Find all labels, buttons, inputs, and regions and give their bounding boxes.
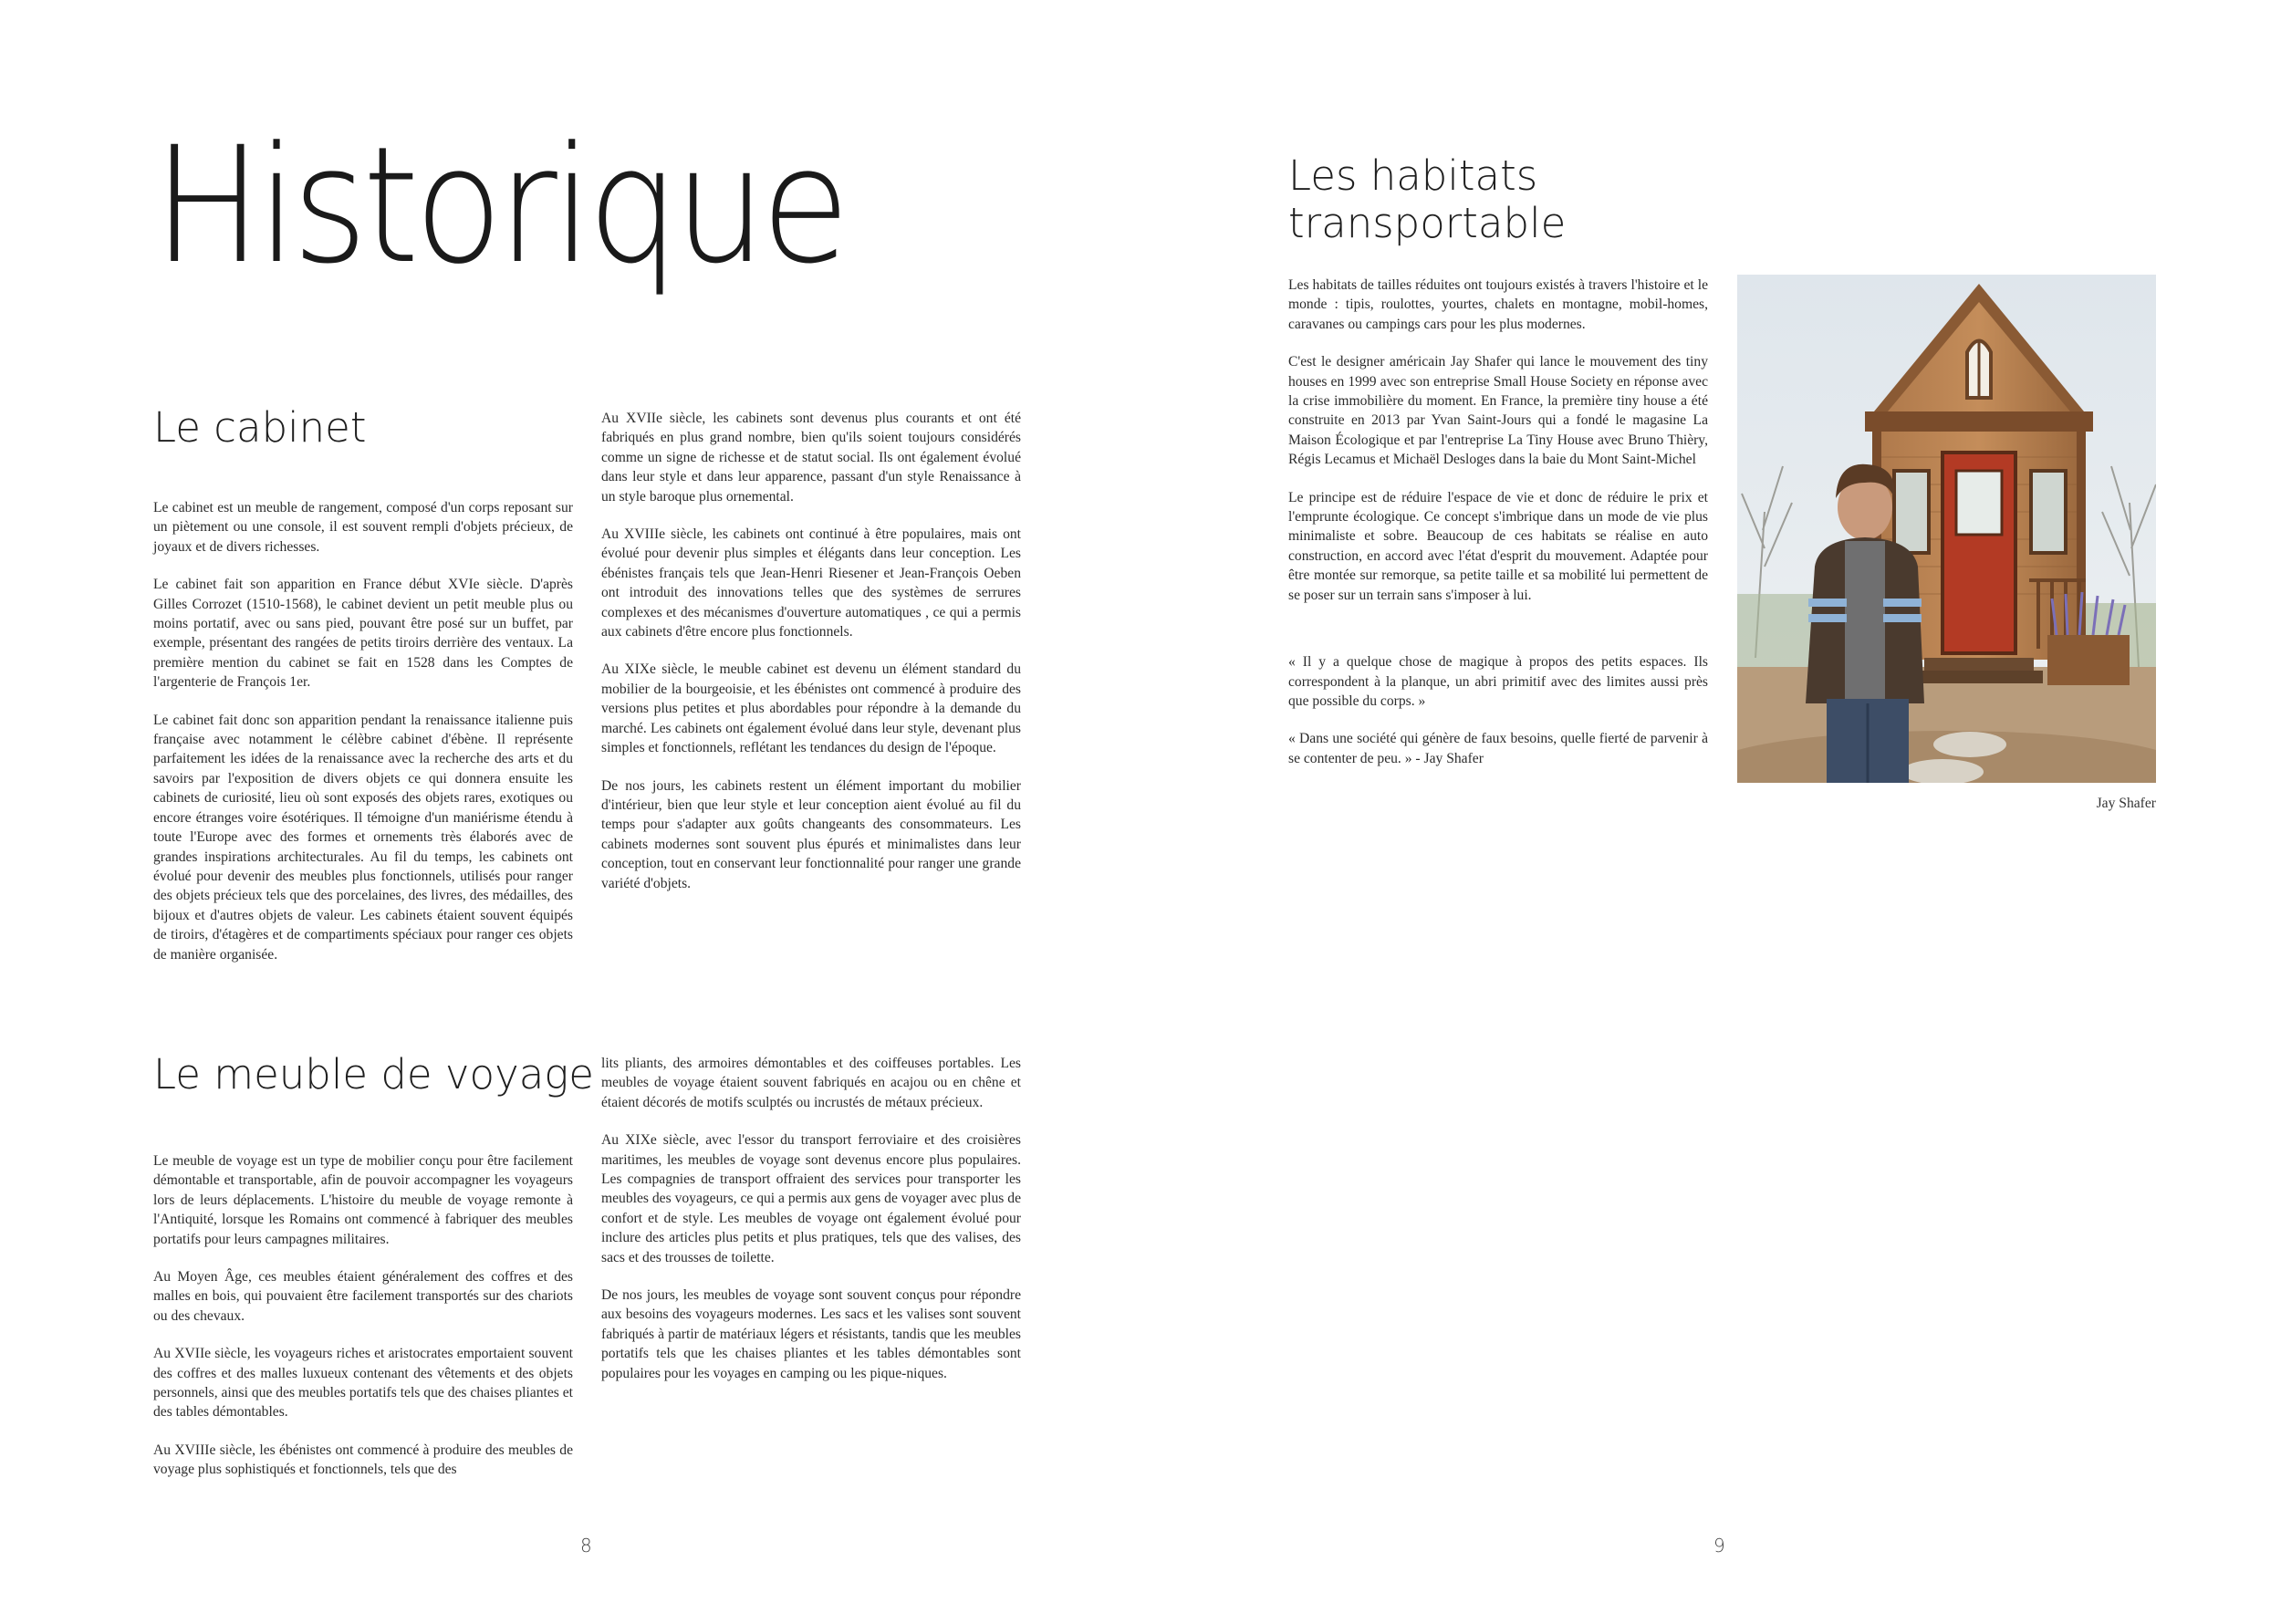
photo-caption: Jay Shafer bbox=[2096, 796, 2156, 811]
quote: « Il y a quelque chose de magique à propos des petits espaces. Ils correspondent à la planque, un abri primitif avec des limites aussi près que possible du corps. » bbox=[1288, 654, 1708, 709]
paragraph: Au XVIIe siècle, les voyageurs riches et aristocrates emportaient souvent des coffres et des malles luxueux contenant des vêtements et des objets personnels, ainsi que des meubles portatifs tels que des chaises pliantes et des tables démontables. bbox=[153, 1346, 573, 1421]
heading-line-2: transportable bbox=[1288, 198, 1567, 247]
cabinet-column-2 bbox=[601, 409, 1021, 893]
paragraph: Au XIXe siècle, le meuble cabinet est devenu un élément standard du mobilier de la bourgeoisie, et les ébénistes ont commencé à produire des versions plus petites et plus abordables pour répondre à la demande du marché. Les cabinets ont également évolué dans leur style, devenant plus simples et fonctionnels, reflétant les tendances du design de l'époque. bbox=[601, 661, 1021, 756]
voyage-column-1 bbox=[153, 1151, 573, 1480]
heading-line-1: Les habitats bbox=[1288, 151, 1538, 200]
paragraph: Au XVIIIe siècle, les cabinets ont continué à être populaires, mais ont évolué pour devenir plus simples et élégants dans leur conception. Les ébénistes français tels que Jean-Henri Riesener et Jean-François Oeben ont introduit des innovations telles que des systèmes de serrures complexes et des mécanismes d'ouverture automatiques , ce qui a permis aux cabinets d'être encore plus fonctionnels. bbox=[601, 526, 1021, 640]
paragraph: C'est le designer américain Jay Shafer qui lance le mouvement des tiny houses en 1999 avec son entreprise Small House Society en réponse avec la crise immobilière du moment. En France, la première tiny house a été construite en 2013 par Yvan Saint-Jours qui a fondé le magasine La Maison Écologique et par l'entreprise La Tiny House avec Bruno Thièry, Régis Lecamus et Michaël Desloges dans la baie du Mont Saint-Michel bbox=[1288, 354, 1708, 468]
cabinet-column-1 bbox=[153, 498, 573, 964]
paragraph: Le cabinet est un meuble de rangement, composé d'un corps reposant sur un piètement ou une console, il est souvent rempli d'objets précieux, de joyaux et de divers richesses. bbox=[153, 500, 573, 555]
paragraph: Les habitats de tailles réduites ont toujours existés à travers l'histoire et le monde : tipis, roulottes, yourtes, chalets en montagne, mobil-homes, caravanes ou campings cars pour les plus modernes. bbox=[1288, 277, 1708, 332]
paragraph: Au XVIIIe siècle, les ébénistes ont commencé à produire des meubles de voyage plus sophistiqués et fonctionnels, tels que des bbox=[153, 1442, 573, 1478]
paragraph: lits pliants, des armoires démontables et des coiffeuses portables. Les meubles de voyage étaient souvent fabriqués en acajou ou en chêne et étaient décorés de motifs sculptés ou incrustés de métaux précieux. bbox=[601, 1056, 1021, 1110]
paragraph: Le principe est de réduire l'espace de vie et donc de réduire le prix et l'emprunte écologique. Ce concept s'imbrique dans un mode de vie plus minimaliste et sobre. Beaucoup de ces habitats se réalise en auto construction, en accord avec l'état d'esprit du mouvement. Adaptée pour être montée sur remorque, sa petite taille et sa mobilité lui permettent de se poser sur un terrain sans s'imposer à lui. bbox=[1288, 489, 1708, 603]
page-title: Historique bbox=[153, 112, 846, 299]
paragraph: De nos jours, les cabinets restent un élément important du mobilier d'intérieur, bien que leur style et leur conception aient évolué au fil du temps pour s'adapter aux goûts changeants des consommateurs. Les cabinets modernes sont souvent plus épurés et minimalistes dans leur conception, tout en conservant leur fonctionnalité pour ranger une grande variété d'objets. bbox=[601, 777, 1021, 891]
habitats-column bbox=[1288, 276, 1708, 768]
tiny-house-photo bbox=[1737, 275, 2156, 783]
section-heading-cabinet: Le cabinet bbox=[153, 403, 367, 452]
paragraph: De nos jours, les meubles de voyage sont souvent conçus pour répondre aux besoins des voyageurs modernes. Les sacs et les valises sont souvent fabriqués à partir de matériaux légers et résistants, tandis que les meubles portatifs tels que les chaises pliantes et les tables démontables sont populaires pour les voyages en camping ou les pique-niques. bbox=[601, 1287, 1021, 1381]
section-heading-voyage: Le meuble de voyage bbox=[153, 1050, 594, 1098]
page-number-right: 9 bbox=[1713, 1535, 1725, 1556]
paragraph: Au XVIIe siècle, les cabinets sont devenus plus courants et ont été fabriqués en plus grand nombre, bien qu'ils soient toujours considérés comme un signe de richesse et de statut social. Ils ont également évolué dans leur style et dans leur apparence, passant d'un style Renaissance à un style baroque plus ornemental. bbox=[601, 411, 1021, 505]
paragraph: Le cabinet fait son apparition en France début XVIe siècle. D'après Gilles Corrozet (1510-1568), le cabinet devient un petit meuble plus ou moins portatif, avec ou sans pied, pouvant être posé sur un buffet, par exemple, présentant des rangées de petits tiroirs derrière des ventaux. La première mention du cabinet se fait en 1528 dans les Comptes de l'argenterie de François 1er. bbox=[153, 577, 573, 691]
paragraph: Le cabinet fait donc son apparition pendant la renaissance italienne puis française avec notamment le célèbre cabinet d'ébène. Il représente parfaitement les idées de la renaissance avec la recherche des arts et du savoirs par l'exposition de divers objets ce qui donnera ensuite les cabinets de curiosité, lieu où sont exposés des objets rares, exotiques ou encore étranges voire ésotériques. Il témoigne d'un maniérisme étendu à toute l'Europe avec des formes et ornements très élaborés avec de grandes inspirations architecturales. Au fil du temps, les cabinets ont évolué pour devenir des meubles plus fonctionnels, utilisés pour ranger des objets précieux tels que des porcelaines, des livres, des médailles, des bijoux et d'autres objets de valeur. Les cabinets étaient souvent équipés de tiroirs, d'étagères et de compartiments spéciaux pour ranger ces objets de manière organisée. bbox=[153, 712, 573, 963]
left-page bbox=[0, 0, 1140, 1624]
page-number-left: 8 bbox=[580, 1535, 592, 1556]
voyage-column-2 bbox=[601, 1054, 1021, 1383]
quote: « Dans une société qui génère de faux besoins, quelle fierté de parvenir à se contenter de peu. » - Jay Shafer bbox=[1288, 731, 1708, 766]
photo-illustration bbox=[1737, 275, 2156, 783]
paragraph: Au XIXe siècle, avec l'essor du transport ferroviaire et des croisières maritimes, les meubles de voyage sont devenus encore plus populaires. Les compagnies de transport offraient des services pour transporter les meubles des voyageurs, ce qui a permis aux gens de voyager avec plus de confort et de style. Les meubles de voyage ont également évolué pour inclure des articles plus petits et plus pratiques, tels que des valises, des sacs et des trousses de toilette. bbox=[601, 1132, 1021, 1265]
paragraph: Au Moyen Âge, ces meubles étaient généralement des coffres et des malles en bois, qui pouvaient être facilement transportés sur des chariots ou des chevaux. bbox=[153, 1269, 573, 1324]
section-heading-habitats bbox=[1288, 152, 1566, 247]
paragraph: Le meuble de voyage est un type de mobilier conçu pour être facilement démontable et transportable, afin de pouvoir accompagner les voyageurs lors de leurs déplacements. L'histoire du meuble de voyage remonte à l'Antiquité, lorsque les Romains ont commencé à fabriquer des meubles portatifs pour leurs campagnes militaires. bbox=[153, 1153, 573, 1247]
